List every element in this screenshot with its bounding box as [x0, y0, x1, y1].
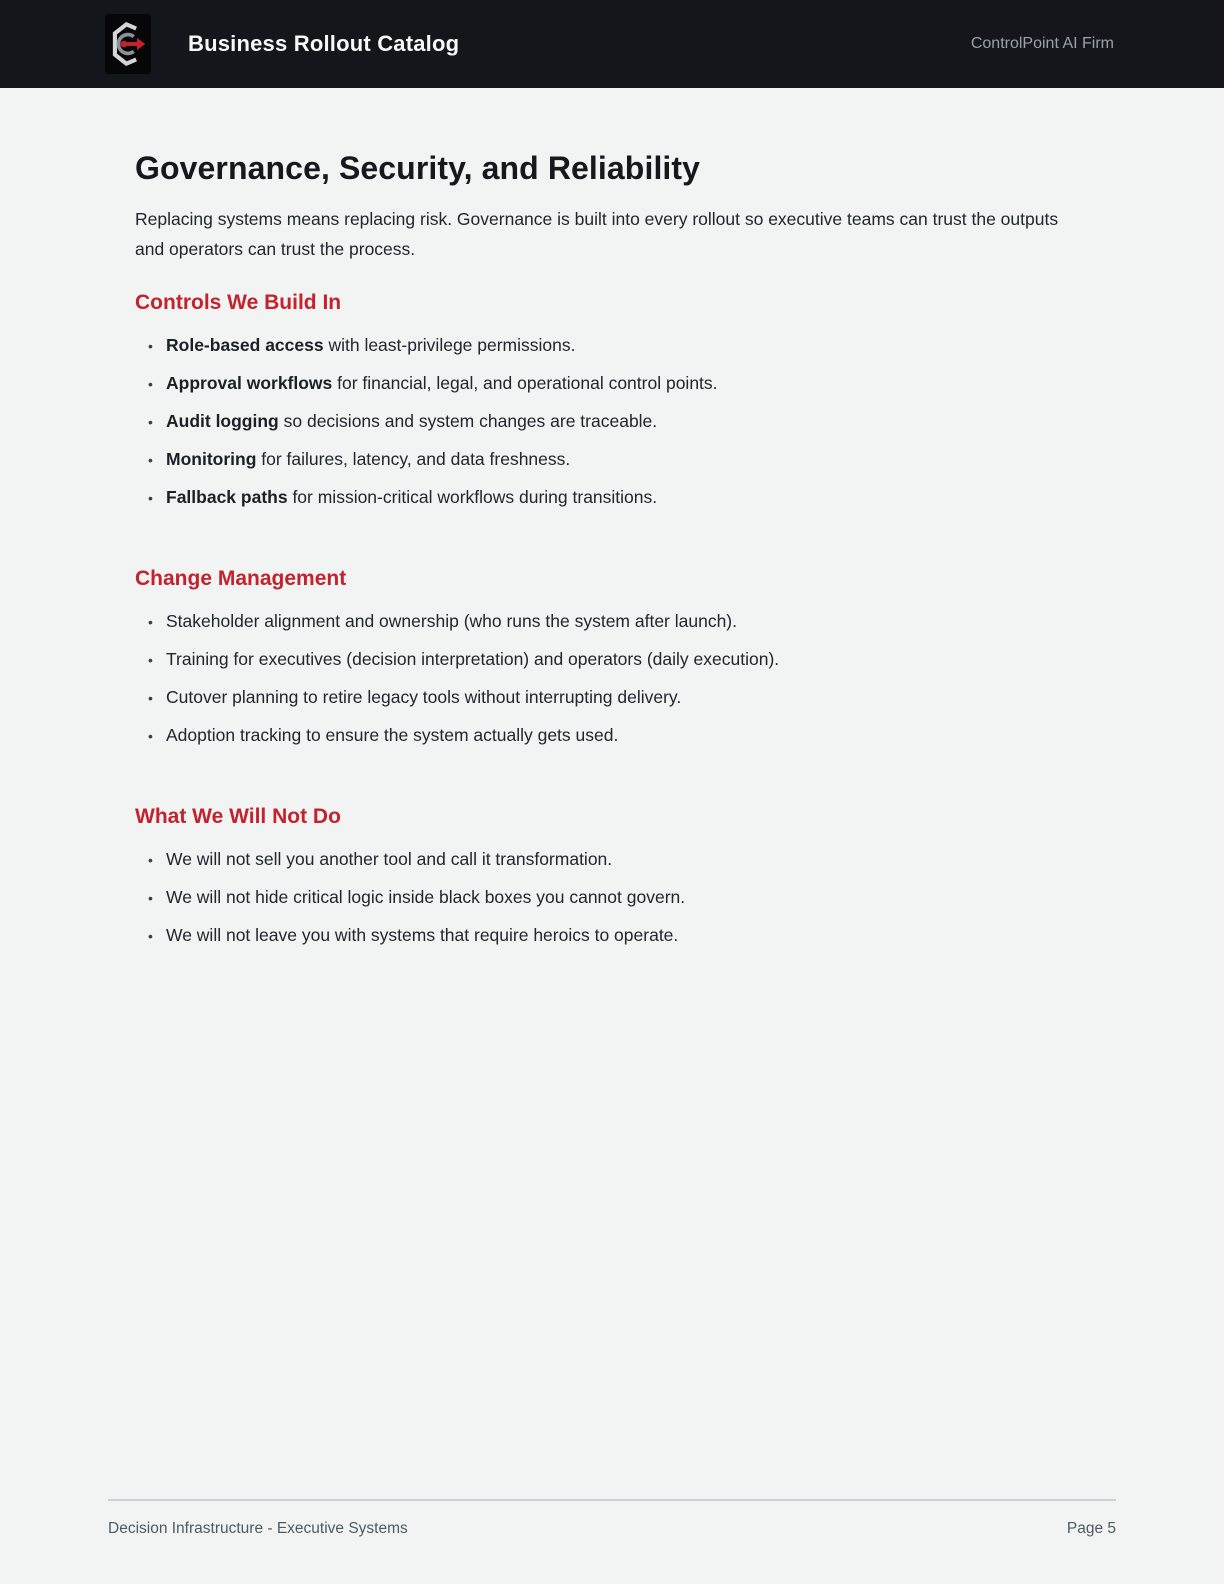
- list-item: [135, 886, 1104, 910]
- list-item-text: Monitoring for failures, latency, and data freshness.: [166, 449, 571, 469]
- list-item: [135, 848, 1104, 872]
- bullet-icon: •: [148, 338, 153, 354]
- section-heading: Controls We Build In: [135, 291, 342, 314]
- app-header: [0, 0, 1224, 88]
- bullet-icon: •: [148, 928, 153, 944]
- bullet-icon: •: [148, 652, 153, 668]
- page-number: Page 5: [1066, 1520, 1116, 1537]
- list-item-text: Stakeholder alignment and ownership (who runs the system after launch).: [166, 611, 737, 631]
- bullet-icon: •: [148, 852, 153, 868]
- list-item: [135, 448, 1104, 472]
- list-item-text: Audit logging so decisions and system changes are traceable.: [166, 411, 658, 431]
- list-item-text: Training for executives (decision interpretation) and operators (daily execution).: [166, 649, 780, 669]
- bullet-list: [135, 848, 1104, 948]
- bullet-list: [135, 334, 1104, 510]
- list-item-text: Adoption tracking to ensure the system actually gets used.: [166, 725, 619, 745]
- bullet-list: [135, 610, 1104, 748]
- list-item: [135, 610, 1104, 634]
- page-title: Governance, Security, and Reliability: [135, 150, 701, 186]
- intro-paragraph: Replacing systems means replacing risk. Governance is built into every rollout so executive teams can trust the outputs and operators can trust the process.: [135, 209, 1059, 259]
- content-section: [135, 291, 1104, 510]
- list-item: [135, 372, 1104, 396]
- bullet-icon: •: [148, 890, 153, 906]
- sections: [135, 291, 1104, 948]
- list-item-text: Role-based access with least-privilege permissions.: [166, 335, 576, 355]
- list-item-text: Approval workflows for financial, legal, and operational control points.: [166, 373, 718, 393]
- company-logo: [105, 14, 151, 74]
- list-item: [135, 648, 1104, 672]
- bullet-icon: •: [148, 414, 153, 430]
- company-name: ControlPoint AI Firm: [970, 35, 1114, 52]
- list-item-text: Cutover planning to retire legacy tools without interrupting delivery.: [166, 687, 682, 707]
- page-footer: [108, 1499, 1116, 1538]
- list-item-text: Fallback paths for mission-critical workflows during transitions.: [166, 487, 658, 507]
- list-item: [135, 334, 1104, 358]
- controlpoint-shield-arrow-logo: [110, 19, 146, 69]
- footer-left-text: Decision Infrastructure - Executive Systems: [108, 1520, 408, 1537]
- content-section: [135, 805, 1104, 948]
- bullet-icon: •: [148, 452, 153, 468]
- list-item: [135, 410, 1104, 434]
- section-heading: Change Management: [135, 567, 347, 590]
- list-item: [135, 724, 1104, 748]
- list-item-text: We will not leave you with systems that require heroics to operate.: [166, 925, 679, 945]
- section-heading: What We Will Not Do: [135, 805, 341, 828]
- list-item-text: We will not sell you another tool and call it transformation.: [166, 849, 613, 869]
- list-item: [135, 486, 1104, 510]
- bullet-icon: •: [148, 376, 153, 392]
- page-content: [0, 88, 1224, 1499]
- bullet-icon: •: [148, 728, 153, 744]
- bullet-icon: •: [148, 690, 153, 706]
- document-title: Business Rollout Catalog: [188, 31, 460, 56]
- bullet-icon: •: [148, 614, 153, 630]
- list-item: [135, 686, 1104, 710]
- content-section: [135, 567, 1104, 748]
- bullet-icon: •: [148, 490, 153, 506]
- list-item: [135, 924, 1104, 948]
- list-item-text: We will not hide critical logic inside black boxes you cannot govern.: [166, 887, 686, 907]
